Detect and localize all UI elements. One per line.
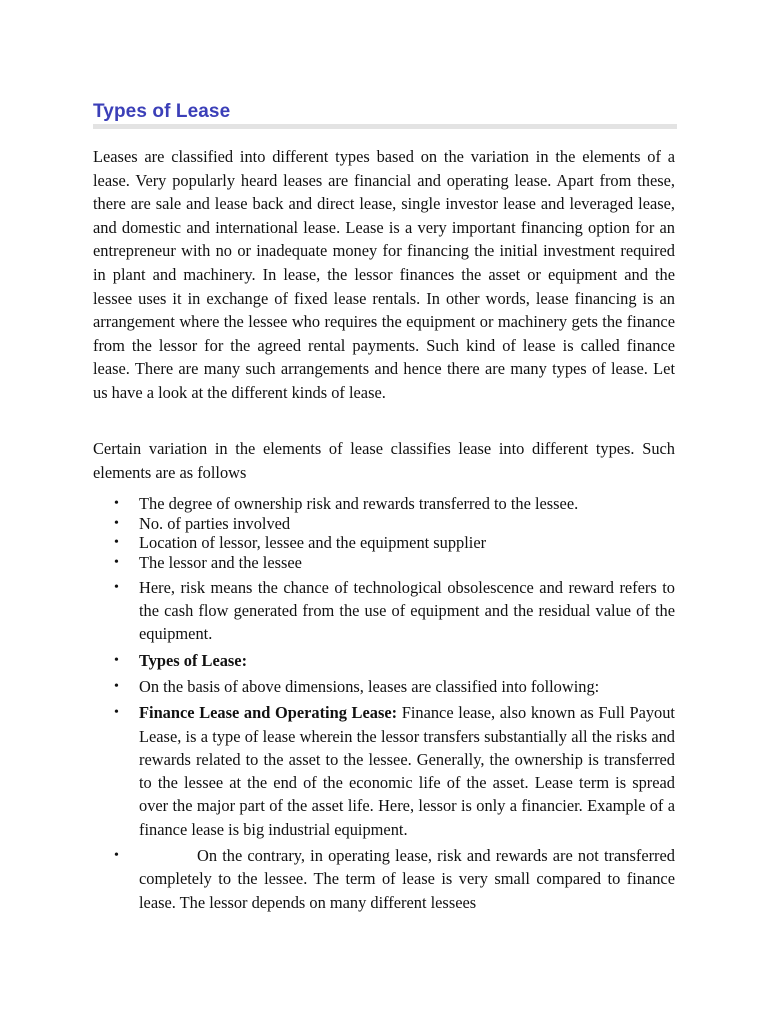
lease-elements-list [93, 494, 675, 914]
list-item-heading: Types of Lease: [139, 650, 248, 670]
list-item-heading: Finance Lease and Operating Lease: [139, 703, 398, 723]
bullet-icon: • [114, 496, 119, 511]
list-item [93, 494, 675, 514]
bullet-icon: • [114, 652, 119, 668]
intro-paragraph: Leases are classified into different types based on the variation in the elements of a lease. Very popularly heard leases are financial and operating lease. Apart from these, there are sale and lease back and direct lease, single investor lease and leveraged lease, and domestic and international lease. Lease is a very important financing option for an entrepreneur with no or inadequate money for financing the initial investment required in plant and machinery. In lease, the lessor finances the asset or equipment and the lessee uses it in exchange of fixed lease rentals. In other words, lease financing is an arrangement where the lessee who requires the equipment or machinery gets the finance from the lessor for the agreed rental payments. Such kind of lease is called finance lease. There are many such arrangements and hence there are many types of lease. Let us have a look at the different kinds of lease. [93, 147, 675, 402]
list-item [93, 514, 675, 534]
elements-paragraph: Certain variation in the elements of lease classifies lease into different types. Such elements are as follows [93, 439, 675, 482]
list-item [93, 649, 675, 672]
bullet-icon: • [114, 705, 119, 721]
list-item [93, 533, 675, 553]
title-underline-rule [93, 124, 677, 129]
bullet-icon: • [114, 515, 119, 531]
list-item-text: The lessor and the lessee [139, 553, 302, 573]
bullet-icon: • [114, 848, 119, 864]
section-title: Types of Lease [93, 101, 231, 122]
list-item-text: On the contrary, in operating lease, risk and rewards are not transferred completely to the lessee. The term of lease is very small compared to finance lease. The lessor depends on many different lessees [139, 846, 675, 912]
list-item [93, 844, 675, 914]
bullet-icon: • [114, 579, 119, 595]
list-item [93, 553, 675, 573]
list-item [93, 675, 675, 698]
bullet-icon: • [114, 679, 119, 694]
list-item-text: On the basis of above dimensions, leases are classified into following: [139, 677, 600, 696]
list-item-text: Location of lessor, lessee and the equipment supplier [139, 533, 487, 553]
bullet-icon: • [114, 535, 119, 551]
list-item-text: Here, risk means the chance of technological obsolescence and reward refers to the cash flow generated from the use of equipment and the residual value of the equipment. [139, 577, 675, 644]
list-item-text: The degree of ownership risk and rewards transferred to the lessee. [139, 494, 579, 513]
list-item [93, 576, 675, 646]
list-item [93, 701, 675, 841]
bullet-icon: • [114, 555, 119, 571]
list-item-text: No. of parties involved [139, 513, 291, 533]
list-item-text: Finance lease, also known as Full Payout Lease, is a type of lease wherein the lessor transfers substantially all the risks and rewards related to the asset to the lessee. Generally, the ownership is transferred to the lessee at the end of the economic life of the asset. Lease term is spread over the major part of the asset life. Here, lessor is only a financier. Example of a finance lease is big industrial equipment. [139, 703, 675, 839]
